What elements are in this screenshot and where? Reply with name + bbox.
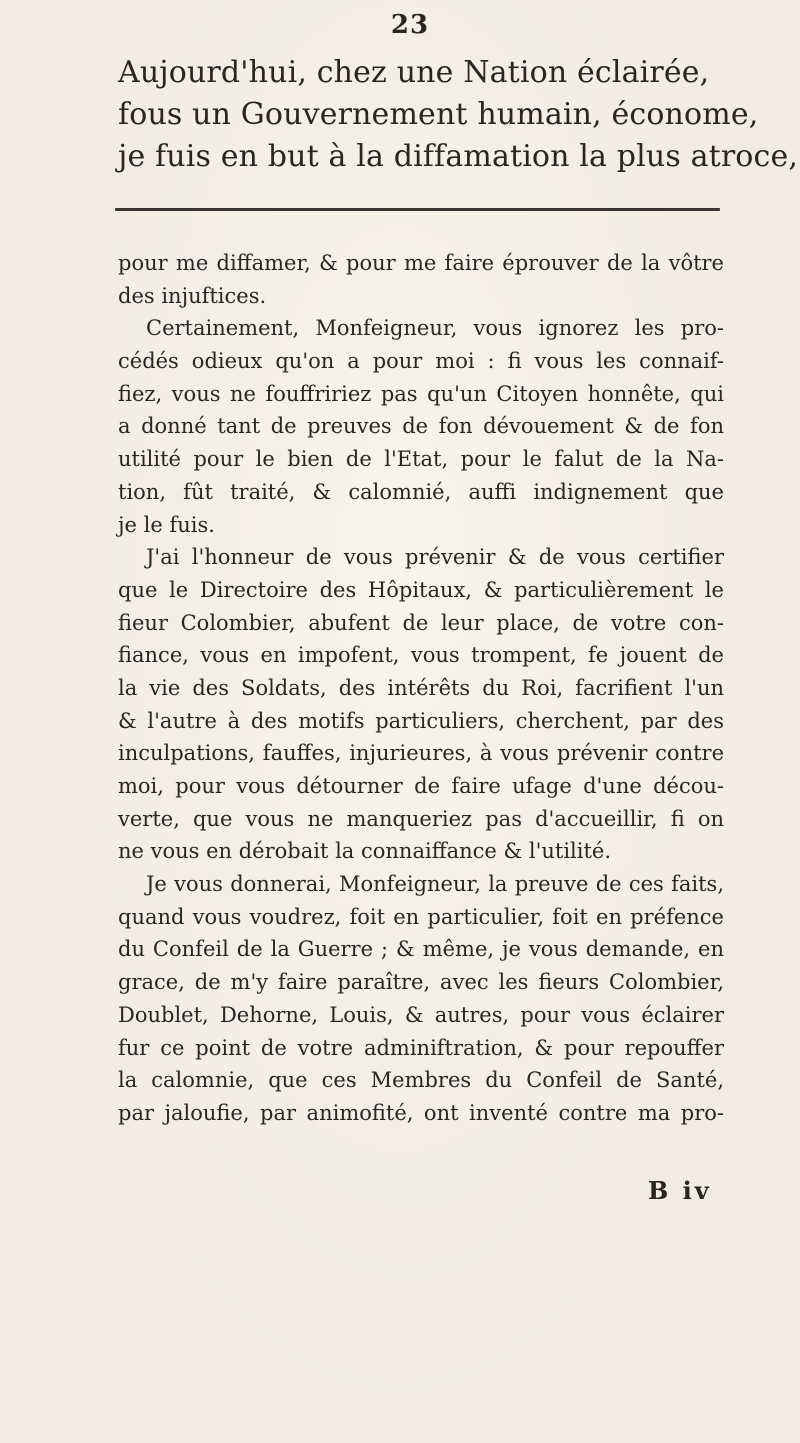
heading-line: Aujourd'hui, chez une Nation éclairée, [118, 55, 710, 90]
text-line: du Confeil de la Guerre ; & même, je vous demande, en [118, 937, 724, 962]
text-line: & l'autre à des motifs particuliers, cherchent, par des [118, 708, 724, 733]
text-line: tion, fût traité, & calomnié, auffi indignement que [118, 479, 724, 504]
text-line: inculpations, fauffes, injurieures, à vous prévenir contre [118, 741, 724, 766]
text-line: Certainement, Monfeigneur, vous ignorez les pro- [146, 316, 724, 341]
signature-mark: B iv [648, 1176, 712, 1205]
text-line: que le Directoire des Hôpitaux, & particulièrement le [118, 577, 724, 602]
text-line: Doublet, Dehorne, Louis, & autres, pour vous éclairer [118, 1002, 724, 1027]
text-line: je le fuis. [118, 512, 215, 537]
text-line: par jaloufie, par animofité, ont inventé contre ma pro- [118, 1100, 724, 1125]
heading-paragraph [118, 52, 799, 178]
horizontal-rule [115, 208, 720, 211]
text-line: des injuftices. [118, 283, 267, 308]
text-line: la calomnie, que ces Membres du Confeil de Santé, [118, 1068, 724, 1093]
page-number: 23 [390, 10, 430, 40]
text-line: fiez, vous ne fouffririez pas qu'un Citoyen honnête, qui [118, 381, 724, 406]
text-line: fiance, vous en impofent, vous trompent, fe jouent de [118, 643, 724, 668]
text-line: verte, que vous ne manqueriez pas d'accueillir, fi on [118, 806, 724, 831]
text-line: utilité pour le bien de l'Etat, pour le falut de la Na- [118, 447, 724, 472]
text-line: fieur Colombier, abufent de leur place, de votre con- [118, 610, 724, 635]
body-text [118, 247, 724, 1130]
text-line: ne vous en dérobait la connaiffance & l'utilité. [118, 839, 612, 864]
text-line: Je vous donnerai, Monfeigneur, la preuve de ces faits, [146, 872, 724, 897]
text-line: moi, pour vous détourner de faire ufage d'une décou- [118, 774, 724, 798]
text-line: quand vous voudrez, foit en particulier, foit en préfence [118, 904, 724, 929]
text-line: fur ce point de votre adminiftration, & pour repouffer [118, 1035, 724, 1060]
text-line: J'ai l'honneur de vous prévenir & de vous certifier [146, 545, 724, 570]
text-line: pour me diffamer, & pour me faire éprouver de la vôtre [118, 251, 724, 275]
heading-line: je fuis en but à la diffamation la plus atroce, [118, 139, 799, 174]
text-line: a donné tant de preuves de fon dévouement & de fon [118, 414, 724, 439]
text-line: cédés odieux qu'on a pour moi : fi vous les connaif- [118, 349, 724, 374]
text-line: la vie des Soldats, des intérêts du Roi, facrifient l'un [118, 675, 724, 700]
heading-line: fous un Gouvernement humain, économe, [118, 97, 759, 132]
text-line: grace, de m'y faire paraître, avec les fieurs Colombier, [118, 970, 724, 995]
